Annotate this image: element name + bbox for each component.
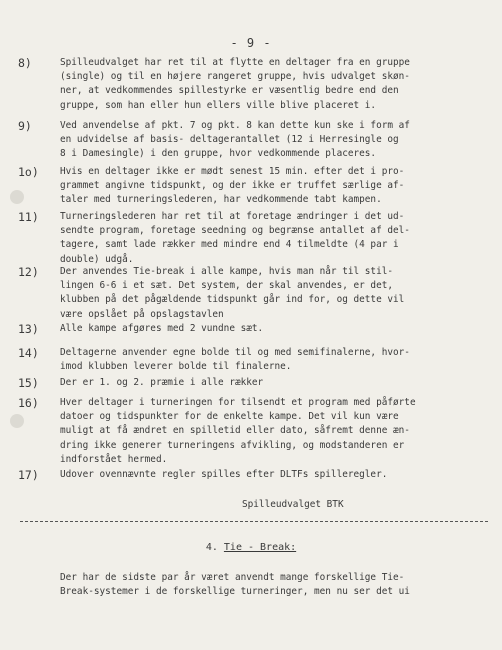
punch-hole <box>10 414 24 428</box>
rule-item-17 <box>18 468 488 482</box>
rule-number: 13) <box>18 322 39 336</box>
rule-text: Ved anvendelse af pkt. 7 og pkt. 8 kan dette kun ske i form af en udvidelse af basis- deltagerantallet (12 i Herresingle og 8 i Damesingle) i den gruppe, hvor vedkommende placeres. <box>60 120 410 160</box>
rule-text: Hvis en deltager ikke er mødt senest 15 min. efter det i pro- grammet angivne tidspunkt, og der ikke er truffet særlige af- taler med turneringslederen, har vedkommende tabt kampen. <box>60 166 405 206</box>
rule-text: Udover ovennævnte regler spilles efter DLTFs spilleregler. <box>60 469 388 480</box>
rule-item-15 <box>18 376 488 390</box>
page-number: - 9 - <box>230 36 272 50</box>
rule-number: 11) <box>18 210 39 224</box>
rule-item-9 <box>18 119 488 162</box>
section-heading <box>0 542 502 553</box>
rule-text: Deltagerne anvender egne bolde til og med semifinalerne, hvor- imod klubben leverer bolde til finalerne. <box>60 347 410 373</box>
rule-text: Der er 1. og 2. præmie i alle rækker <box>60 377 264 388</box>
punch-hole <box>10 190 24 204</box>
rule-number: 12) <box>18 265 39 279</box>
section-intro-text: Der har de sidste par år været anvendt mange forskellige Tie- Break-systemer i de forskellige turneringer, men nu ser det ui <box>60 572 410 598</box>
rule-item-12 <box>18 265 488 322</box>
rule-text: Turneringslederen har ret til at foretage ændringer i det ud- sendte program, foretage seedning og begrænse antallet af del- tagere, samt lade rækker med mindre end 4 tilmeldte (4 par i double) udgå. <box>60 211 410 265</box>
rule-item-10 <box>18 165 488 208</box>
rule-item-8 <box>18 56 488 113</box>
rule-text: Spilleudvalget har ret til at flytte en deltager fra en gruppe (single) og til en højere rangeret gruppe, hvis udvalget skøn- ner, at vedkommendes spillestyrke er væsentlig bedre end den gruppe, som han eller hun ellers ville blive placeret i. <box>60 57 410 111</box>
rule-number: 1o) <box>18 165 39 179</box>
rule-number: 17) <box>18 468 39 482</box>
dashed-divider <box>20 521 488 522</box>
rule-text: Hver deltager i turneringen for tilsendt et program med påførte datoer og tidspunkter for de enkelte kampe. Det vil kun være muligt at få ændret en spilletid eller dato, såfremt denne æn- dring ikke generer turneringens afvikling, og modstanderen er indforstået hermed. <box>60 397 416 465</box>
rule-number: 14) <box>18 346 39 360</box>
signature: Spilleudvalget BTK <box>242 499 344 510</box>
rule-number: 16) <box>18 396 39 410</box>
rule-item-16 <box>18 396 488 467</box>
rule-item-14 <box>18 346 488 374</box>
section-heading-title: Tie - Break: <box>223 542 297 553</box>
rule-text: Alle kampe afgøres med 2 vundne sæt. <box>60 323 264 334</box>
rule-text: Der anvendes Tie-break i alle kampe, hvis man når til stil- lingen 6-6 i et sæt. Det system, der skal anvendes, er det, klubben på det pågældende tidspunkt går ind for, og dette vil være opslået på opslagstavlen <box>60 266 405 320</box>
section-heading-number: 4. <box>205 542 218 553</box>
rule-item-11 <box>18 210 488 267</box>
rule-item-13 <box>18 322 488 336</box>
rule-number: 15) <box>18 376 39 390</box>
rule-number: 9) <box>18 119 32 133</box>
rule-number: 8) <box>18 56 32 70</box>
